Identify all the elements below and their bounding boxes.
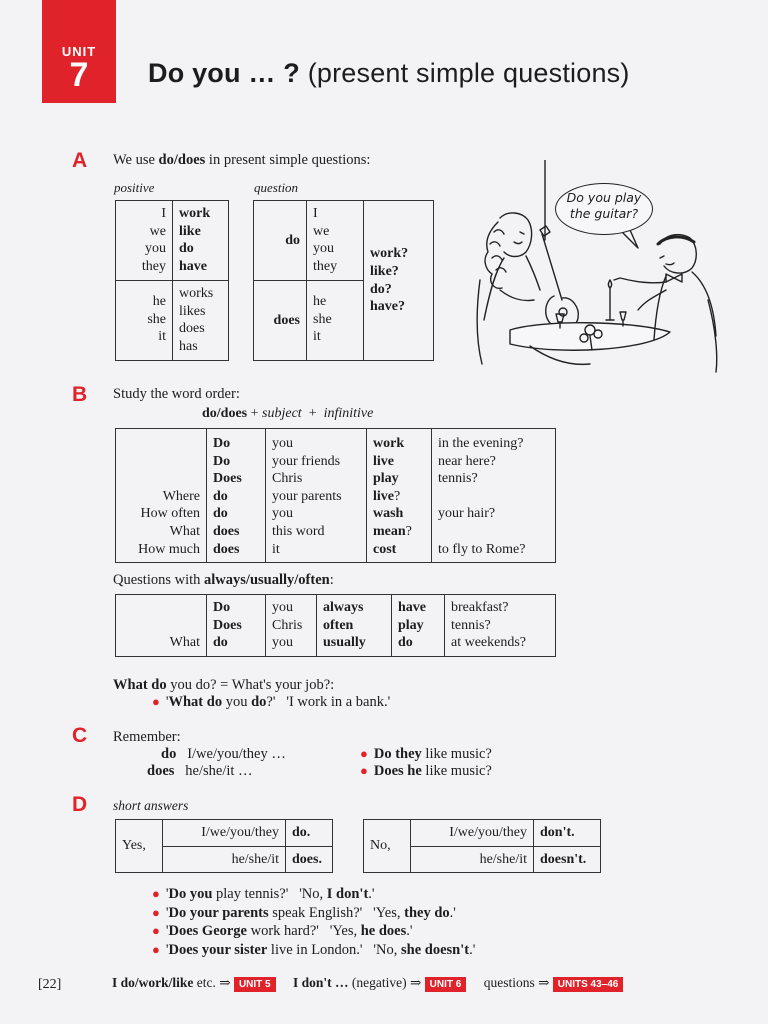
rest-text: your hair? bbox=[438, 506, 496, 522]
subject: Chris bbox=[272, 617, 303, 633]
intro-text: We use bbox=[113, 152, 159, 168]
rest-text: breakfast? bbox=[451, 600, 509, 615]
ref-bold: I do/work/like bbox=[112, 975, 194, 990]
does-word: does bbox=[147, 763, 175, 779]
job-example bbox=[152, 694, 390, 711]
job-text: you do? = What's your job?: bbox=[166, 677, 335, 693]
adverb-intro-bold: always/usually/often bbox=[204, 572, 330, 588]
pronoun: it bbox=[158, 329, 166, 345]
verb: have bbox=[398, 600, 426, 615]
example-text: speak English?' bbox=[268, 904, 363, 921]
verb-cell bbox=[373, 541, 425, 559]
yes-subject-2: he/she/it bbox=[163, 846, 286, 873]
pronoun: she bbox=[313, 311, 332, 327]
section-c-intro: Remember: bbox=[113, 729, 181, 745]
yes-subject-1: I/we/you/they bbox=[163, 820, 286, 847]
verb: work bbox=[179, 206, 211, 221]
answer-bold: I don't bbox=[326, 886, 369, 902]
bubble-line: Do you play bbox=[566, 190, 642, 205]
aux-word: Do bbox=[213, 600, 231, 615]
intro-text-end: in present simple questions: bbox=[205, 152, 371, 168]
no-subject-1: I/we/you/they bbox=[411, 820, 534, 847]
verb-suffix: ? bbox=[405, 523, 412, 539]
formula-plus: + bbox=[250, 406, 259, 421]
short-answer-example: ● 'Do your parents speak English?' 'Yes, they do.' bbox=[152, 904, 456, 921]
answer-bold: she doesn't bbox=[401, 941, 470, 958]
verb: has bbox=[179, 338, 198, 354]
pronoun: they bbox=[141, 258, 166, 274]
bullet-icon: ● bbox=[152, 886, 160, 901]
section-a-letter: A bbox=[72, 149, 88, 172]
verb: likes bbox=[179, 303, 206, 319]
no-word: No, bbox=[364, 820, 411, 873]
word-order-formula bbox=[202, 406, 373, 422]
example-text: live in London.' bbox=[267, 941, 363, 958]
answer-text: .' bbox=[469, 941, 476, 958]
example-bold: Do your parents bbox=[168, 904, 269, 921]
page-title bbox=[148, 58, 630, 89]
section-b-intro: Study the word order: bbox=[113, 386, 240, 402]
rest-text bbox=[438, 523, 549, 541]
short-answer-example: ● 'Does George work hard?' 'Yes, he does.' bbox=[152, 923, 413, 940]
positive-pronouns-1 bbox=[116, 201, 173, 281]
pronoun: we bbox=[149, 223, 166, 239]
no-answers-table bbox=[363, 819, 601, 873]
wh-word bbox=[122, 470, 200, 488]
verb: mean bbox=[373, 523, 406, 539]
yes-word: Yes, bbox=[116, 820, 163, 873]
page-number: [22] bbox=[38, 977, 62, 992]
verb: like bbox=[179, 223, 201, 239]
adv-aux-column bbox=[207, 595, 266, 657]
example-text: you bbox=[222, 694, 252, 710]
adv-subject-column bbox=[266, 595, 317, 657]
wh-word bbox=[122, 617, 200, 635]
remember-example-1 bbox=[360, 746, 492, 763]
adverb-intro-end: : bbox=[329, 572, 334, 588]
verb: live bbox=[373, 453, 394, 469]
unit-number: 7 bbox=[69, 56, 89, 94]
question-pronouns-2 bbox=[307, 281, 364, 361]
quote: ' bbox=[165, 694, 169, 710]
verb-suffix: ? bbox=[394, 488, 401, 504]
wh-word: How often bbox=[140, 506, 200, 522]
bullet-icon: ● bbox=[152, 694, 160, 709]
verb: do? bbox=[370, 281, 392, 297]
subject: it bbox=[272, 541, 280, 557]
formula-infinitive: infinitive bbox=[323, 406, 374, 421]
title-main: Do you … ? bbox=[148, 58, 300, 88]
unit-6-link[interactable]: UNIT 6 bbox=[425, 977, 467, 992]
short-answer-example: ● 'Do you play tennis?' 'No, I don't.' bbox=[152, 886, 375, 902]
adv-wh-column bbox=[116, 595, 207, 657]
short-answer-example: ● 'Does your sister live in London.' 'No, she doesn't.' bbox=[152, 941, 476, 958]
section-d-letter: D bbox=[72, 793, 88, 816]
example-text: like music? bbox=[421, 746, 492, 762]
rest-text: at weekends? bbox=[451, 635, 527, 651]
word-order-table bbox=[115, 428, 556, 563]
aux-word: Do bbox=[213, 453, 231, 469]
positive-table bbox=[115, 200, 229, 361]
aux-word: Do bbox=[213, 436, 231, 451]
answer-text: 'Yes, bbox=[373, 904, 405, 921]
adverb-table bbox=[115, 594, 556, 657]
bullet-icon: ● bbox=[360, 763, 368, 778]
wh-word bbox=[122, 453, 200, 471]
adverb-intro bbox=[113, 572, 334, 589]
quote: ?' bbox=[266, 694, 276, 710]
formula-subject: subject bbox=[262, 406, 302, 421]
unit-5-link[interactable]: UNIT 5 bbox=[234, 977, 276, 992]
rest-text: near here? bbox=[438, 453, 496, 469]
question-pronouns-1 bbox=[307, 201, 364, 281]
no-aux-2: doesn't. bbox=[534, 846, 601, 873]
wh-word bbox=[122, 435, 200, 453]
answer-text: .' bbox=[449, 904, 456, 921]
example-bold: What do bbox=[168, 694, 223, 710]
aux-word: Does bbox=[213, 617, 242, 633]
job-bold: What do bbox=[113, 677, 167, 693]
answer-bold: he does bbox=[360, 923, 407, 940]
example-bold: Does George bbox=[168, 923, 247, 940]
wh-word: What bbox=[169, 635, 200, 651]
answer-text: .' bbox=[368, 886, 375, 902]
verb: works bbox=[179, 286, 214, 301]
pronoun: it bbox=[313, 329, 321, 345]
question-table bbox=[253, 200, 434, 361]
rest-text: tennis? bbox=[451, 617, 491, 633]
adverb-intro-text: Questions with bbox=[113, 572, 205, 588]
verb: does bbox=[179, 321, 205, 337]
aux-column bbox=[207, 429, 266, 563]
ref-text: (negative) ⇒ bbox=[348, 975, 422, 990]
pronoun: he bbox=[152, 294, 166, 309]
subject: Chris bbox=[272, 471, 303, 487]
ref-text: etc. ⇒ bbox=[193, 975, 231, 990]
cross-references bbox=[112, 975, 623, 992]
verb: cost bbox=[373, 541, 397, 557]
title-sub: (present simple questions) bbox=[300, 58, 630, 88]
rest-column bbox=[432, 429, 556, 563]
example-bold: do bbox=[251, 694, 267, 710]
remember-do bbox=[161, 746, 286, 763]
pronoun: she bbox=[147, 311, 166, 327]
speech-bubble bbox=[555, 183, 653, 235]
subject: your friends bbox=[272, 453, 341, 469]
aux-word: Does bbox=[213, 471, 242, 487]
no-aux-1: don't. bbox=[534, 820, 601, 847]
rest-text bbox=[438, 488, 549, 506]
intro-bold: do/does bbox=[158, 152, 206, 168]
verb-cell bbox=[373, 435, 425, 453]
units-43-46-link[interactable]: UNITS 43–46 bbox=[553, 977, 624, 992]
section-c-letter: C bbox=[72, 724, 88, 747]
verb: play bbox=[398, 617, 424, 633]
example-bold: Do you bbox=[168, 886, 213, 902]
positive-pronouns-2 bbox=[116, 281, 173, 361]
question-aux-does: does bbox=[254, 281, 307, 361]
verb-column bbox=[367, 429, 432, 563]
rest-text: in the evening? bbox=[438, 436, 524, 451]
formula-aux: do/does bbox=[202, 406, 248, 421]
subject: you bbox=[272, 600, 293, 615]
answer-text: .' bbox=[406, 923, 413, 940]
positive-verbs-1 bbox=[173, 201, 229, 281]
verb-cell bbox=[373, 523, 425, 541]
example-text: work hard?' bbox=[247, 923, 319, 940]
aux-word: do bbox=[213, 488, 228, 504]
answer-text: 'Yes, bbox=[329, 923, 361, 940]
pronoun: you bbox=[313, 241, 334, 257]
question-verbs bbox=[364, 201, 434, 361]
short-answer-examples bbox=[152, 885, 475, 959]
subject: you bbox=[272, 506, 293, 522]
adverb: usually bbox=[323, 635, 366, 651]
pronoun: I bbox=[313, 206, 318, 221]
verb-cell bbox=[373, 505, 425, 523]
verb: play bbox=[373, 471, 399, 487]
verb: work bbox=[373, 436, 405, 451]
example-bold: Does he bbox=[373, 763, 422, 779]
unit-label: UNIT bbox=[61, 44, 97, 59]
yes-aux-1: do. bbox=[286, 820, 333, 847]
wh-word: How much bbox=[138, 541, 200, 557]
subject: you bbox=[272, 635, 293, 651]
aux-word: does bbox=[213, 541, 240, 557]
pronoun: we bbox=[313, 223, 330, 239]
bullet-icon: ● bbox=[152, 923, 160, 939]
wh-word bbox=[122, 599, 200, 617]
wh-word: What bbox=[169, 523, 200, 539]
answer-text: 'No, bbox=[373, 941, 402, 958]
verb: like? bbox=[370, 263, 399, 279]
does-subjects: he/she/it … bbox=[185, 763, 253, 779]
bullet-icon: ● bbox=[152, 941, 160, 957]
subject: you bbox=[272, 436, 293, 451]
bullet-icon: ● bbox=[360, 746, 368, 761]
verb: work? bbox=[370, 246, 409, 262]
example-text: like music? bbox=[421, 763, 492, 779]
pronoun: they bbox=[313, 258, 338, 274]
adv-adverb-column bbox=[317, 595, 392, 657]
ref-text: questions ⇒ bbox=[483, 975, 550, 990]
verb: have bbox=[179, 258, 207, 274]
formula-plus: + bbox=[308, 406, 317, 421]
pronoun: I bbox=[161, 206, 166, 221]
adverb: often bbox=[323, 617, 354, 633]
aux-word: does bbox=[213, 523, 240, 539]
wh-column bbox=[116, 429, 207, 563]
verb: do bbox=[179, 241, 194, 257]
adv-rest-column bbox=[445, 595, 556, 657]
positive-label: positive bbox=[114, 180, 155, 195]
section-b-letter: B bbox=[72, 383, 88, 406]
do-subjects: I/we/you/they … bbox=[187, 746, 286, 762]
do-word: do bbox=[161, 746, 177, 762]
example-text: play tennis?' bbox=[212, 886, 289, 902]
adv-verb-column bbox=[392, 595, 445, 657]
no-subject-2: he/she/it bbox=[411, 846, 534, 873]
verb: live bbox=[373, 488, 394, 504]
verb: wash bbox=[373, 506, 404, 522]
aux-word: do bbox=[213, 506, 228, 522]
verb: do bbox=[398, 635, 413, 651]
verb-cell bbox=[373, 488, 425, 506]
yes-aux-2: does. bbox=[286, 846, 333, 873]
verb-cell bbox=[373, 470, 425, 488]
verb-cell bbox=[373, 453, 425, 471]
bubble-line: the guitar? bbox=[569, 206, 639, 221]
unit-badge bbox=[42, 0, 116, 103]
rest-text: to fly to Rome? bbox=[438, 541, 526, 557]
positive-verbs-2 bbox=[173, 281, 229, 361]
ref-bold: I don't … bbox=[292, 975, 349, 990]
yes-answers-table bbox=[115, 819, 333, 873]
example-answer: 'I work in a bank.' bbox=[286, 694, 391, 710]
example-bold: Do they bbox=[373, 746, 422, 762]
remember-example-2 bbox=[360, 763, 492, 780]
section-a-intro bbox=[113, 152, 370, 169]
subject-column bbox=[266, 429, 367, 563]
bullet-icon: ● bbox=[152, 904, 160, 920]
example-bold: Does your sister bbox=[168, 941, 268, 958]
remember-does bbox=[147, 763, 253, 780]
question-label: question bbox=[254, 180, 299, 195]
subject: your parents bbox=[272, 488, 342, 504]
adverb: always bbox=[323, 600, 364, 615]
answer-bold: they do bbox=[404, 904, 450, 921]
rest-text: tennis? bbox=[438, 471, 478, 487]
answer-text: 'No, bbox=[299, 886, 327, 902]
pronoun: you bbox=[145, 241, 166, 257]
verb: have? bbox=[370, 299, 405, 315]
pronoun: he bbox=[313, 294, 327, 309]
short-answers-label: short answers bbox=[113, 798, 189, 813]
job-question-line bbox=[113, 677, 334, 694]
aux-word: do bbox=[213, 635, 228, 651]
question-aux-do: do bbox=[254, 201, 307, 281]
subject: this word bbox=[272, 523, 325, 539]
wh-word: Where bbox=[162, 488, 200, 504]
